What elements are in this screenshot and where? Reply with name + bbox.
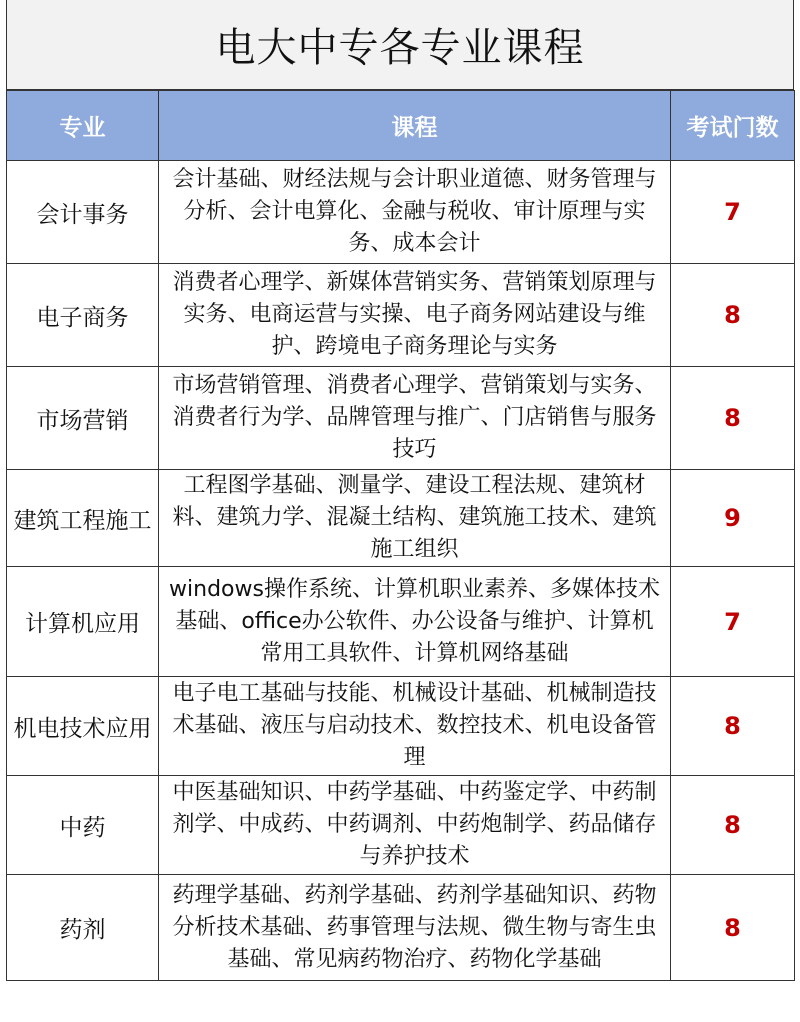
table-row — [7, 776, 795, 875]
table-row — [7, 875, 795, 981]
courses-cell: 药理学基础、药剂学基础、药剂学基础知识、药物分析技术基础、药事管理与法规、微生物与寄生虫基础、常见病药物治疗、药物化学基础 — [159, 875, 671, 981]
exam-count-cell: 8 — [671, 677, 795, 776]
exam-count-cell: 8 — [671, 367, 795, 470]
courses-cell: 会计基础、财经法规与会计职业道德、财务管理与分析、会计电算化、金融与税收、审计原理与实务、成本会计 — [159, 161, 671, 264]
header-major: 专业 — [7, 91, 159, 161]
header-courses: 课程 — [159, 91, 671, 161]
title-bar — [6, 0, 794, 90]
table-row — [7, 264, 795, 367]
major-cell: 会计事务 — [7, 161, 159, 264]
table-row — [7, 567, 795, 677]
courses-cell: 电子电工基础与技能、机械设计基础、机械制造技术基础、液压与启动技术、数控技术、机电设备管理 — [159, 677, 671, 776]
major-cell: 药剂 — [7, 875, 159, 981]
exam-count-cell: 8 — [671, 776, 795, 875]
header-exam-count: 考试门数 — [671, 91, 795, 161]
exam-count-cell: 7 — [671, 567, 795, 677]
exam-count-cell: 9 — [671, 470, 795, 567]
table-row — [7, 677, 795, 776]
major-cell: 中药 — [7, 776, 159, 875]
table-row — [7, 367, 795, 470]
major-cell: 建筑工程施工 — [7, 470, 159, 567]
courses-cell: 工程图学基础、测量学、建设工程法规、建筑材料、建筑力学、混凝土结构、建筑施工技术、建筑施工组织 — [159, 470, 671, 567]
courses-cell: 市场营销管理、消费者心理学、营销策划与实务、消费者行为学、品牌管理与推广、门店销售与服务技巧 — [159, 367, 671, 470]
major-cell: 计算机应用 — [7, 567, 159, 677]
major-cell: 电子商务 — [7, 264, 159, 367]
courses-cell: 中医基础知识、中药学基础、中药鉴定学、中药制剂学、中成药、中药调剂、中药炮制学、药品储存与养护技术 — [159, 776, 671, 875]
major-cell: 机电技术应用 — [7, 677, 159, 776]
exam-count-cell: 8 — [671, 264, 795, 367]
table-row — [7, 470, 795, 567]
courses-cell: windows操作系统、计算机职业素养、多媒体技术基础、office办公软件、办公设备与维护、计算机常用工具软件、计算机网络基础 — [159, 567, 671, 677]
table-row — [7, 161, 795, 264]
exam-count-cell: 8 — [671, 875, 795, 981]
course-table — [6, 90, 795, 981]
header-row — [7, 91, 795, 161]
exam-count-cell: 7 — [671, 161, 795, 264]
major-cell: 市场营销 — [7, 367, 159, 470]
page-title: 电大中专各专业课程 — [215, 25, 585, 71]
courses-cell: 消费者心理学、新媒体营销实务、营销策划原理与实务、电商运营与实操、电子商务网站建设与维护、跨境电子商务理论与实务 — [159, 264, 671, 367]
